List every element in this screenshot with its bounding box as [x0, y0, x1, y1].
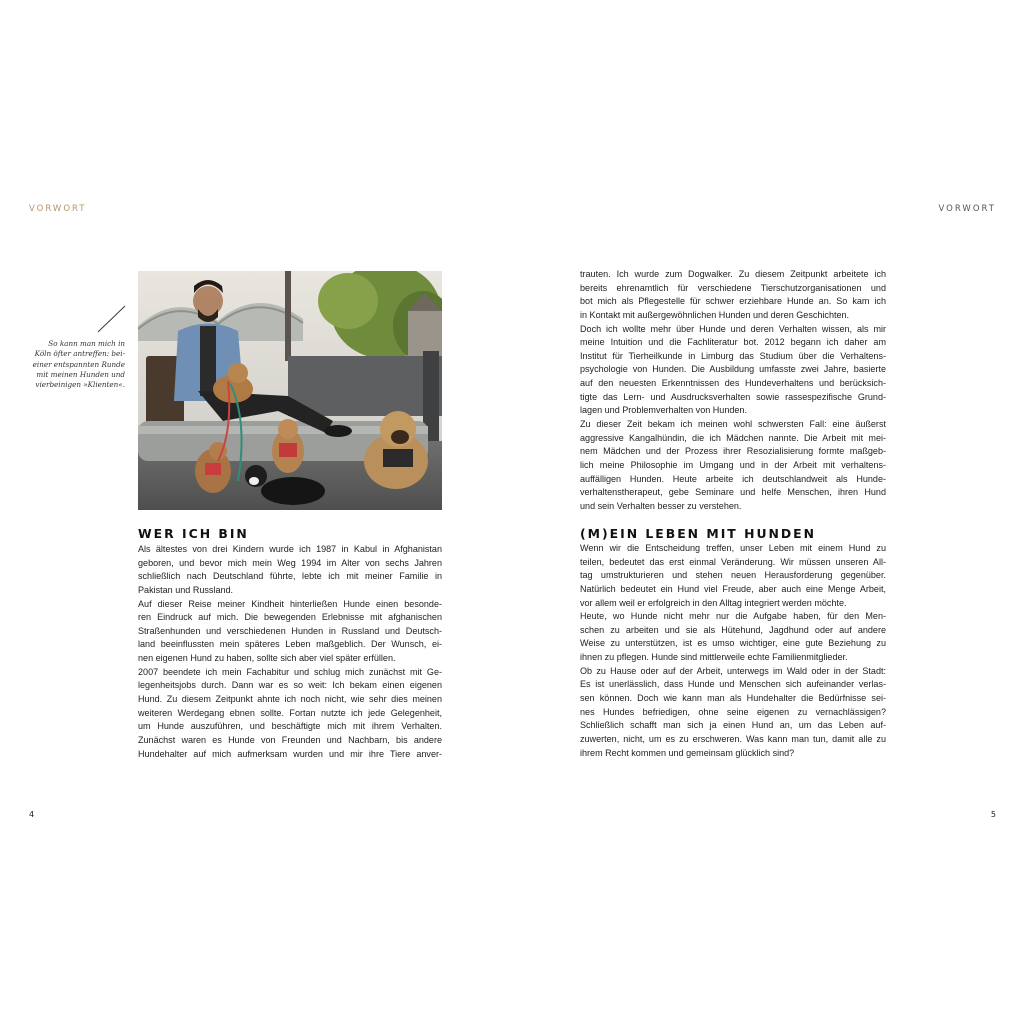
text-line: legenheitsjobs durch. Dann war es so weit: Ich bekam einen eigenen [138, 680, 442, 691]
text-line: Zunächst waren es Hunde von Freunden und Nachbarn, bis andere [138, 734, 442, 745]
text-line: auffälligen Hunden. Heute arbeite ich deutschlandweit als Hunde- [580, 473, 886, 484]
text-line: land beeinflussten mein späteres Leben maßgeblich. Der Wunsch, ei- [138, 639, 442, 650]
page-number-left: 4 [29, 810, 35, 819]
text-line: Heute, wo Hunde nicht mehr nur die Aufgabe haben, für den Men- [580, 611, 886, 622]
page-number-right: 5 [990, 810, 996, 819]
text-line: Es ist unerlässlich, dass Hunde und Menschen sich aufeinander verlas- [580, 679, 886, 690]
text-line: Wenn wir die Entscheidung treffen, unser Leben mit einem Hund zu [580, 543, 886, 553]
text-line: tag umstrukturieren und stehen neuen Herausforderung gegenüber. [580, 570, 886, 581]
section-heading-mein-leben-mit-hunden: (M)EIN LEBEN MIT HUNDEN [580, 526, 816, 541]
caption-line: mit meinen Hunden und [36, 369, 125, 379]
text-line: Natürlich bedeutet ein Hund viel Freude, aber auch eine Menge Arbeit, [580, 583, 886, 594]
section-heading-wer-ich-bin: WER ICH BIN [138, 526, 249, 541]
text-line: psychologie von Hunden. Die Ausbildung umfasste zwei Jahre, basierte [580, 364, 886, 375]
text-line: sen können. Doch wie kann man als Hundehalter die Bedürfnisse sei- [580, 693, 886, 704]
text-line: auf den neuesten Erkenntnissen des Hundeverhaltens und berücksich- [580, 378, 886, 389]
text-line: nem Mädchen und der Prozess ihrer Resozialisierung formte maßgeb- [580, 446, 886, 457]
text-line: bot mich als Pflegestelle für schwer erziehbare Hunde an. So kam ich [580, 296, 886, 307]
body-text-right-bottom [580, 542, 886, 760]
text-line: 2007 beendete ich mein Fachabitur und schlug mich zunächst mit Ge- [138, 666, 442, 677]
text-line: Institut für Tierheilkunde in Limburg das Studium über die Verhaltens- [580, 350, 886, 361]
caption-pointer-line [96, 305, 126, 333]
text-line: Als ältestes von drei Kindern wurde ich 1987 in Kabul in Afghanistan [138, 544, 442, 554]
text-line: Straßenhunden und verschiedenen Hunden in Russland und Deutsch- [138, 625, 442, 636]
text-line: zuwerten, nicht, um es zu erschweren. Was kann man tun, damit alle zu [580, 733, 886, 744]
caption-line: einer entspannten Runde [32, 359, 125, 369]
author-photo [138, 271, 442, 510]
text-line: ren Eindruck auf mich. Die bewegenden Erlebnisse mit afghanischen [138, 612, 442, 623]
text-line: Pakistan und Russland. [138, 584, 234, 595]
text-line: teilen, bedeutet das erst einmal Veränderung. Wir müssen unseren All- [580, 556, 886, 567]
text-line: ihrem Recht kommen und gemeinsam glücklich sind? [580, 747, 795, 758]
text-line: geboren, und bevor mich mein Weg 1994 im Alter von sechs Jahren [138, 557, 442, 568]
photo-caption [22, 339, 125, 390]
text-line: Hund. Zu diesem Zeitpunkt ahnte ich noch nicht, wie sehr dies meinen [138, 694, 442, 705]
text-line: Doch ich wollte mehr über Hunde und deren Verhalten wissen, als mir [580, 323, 886, 334]
text-line: aggressive Kangalhündin, die ich Mädchen nannte. Die Arbeit mit mei- [580, 432, 886, 443]
caption-line: Köln öfter antreffen: bei- [34, 349, 125, 359]
text-line: Ob zu Hause oder auf der Arbeit, unterwegs im Wald oder in der Stadt: [580, 665, 886, 676]
text-line: weiteren Werdegang ebnen sollte. Fortan nutzte ich jede Gelegenheit, [138, 707, 442, 718]
text-line: verhaltenstherapeut, gebe Seminare und helfe Menschen, ihren Hund [580, 487, 886, 498]
photo-illustration [138, 271, 442, 510]
text-line: Hundehalter auf mich aufmerksam wurden und mir ihre Tiere anver- [138, 748, 442, 759]
text-line: meine Intuition und die Fachliteratur bot. 2012 begann ich daher am [580, 337, 886, 348]
text-line: um Hunde auszuführen, und beschäftigte mich mit ihrem Verhalten. [138, 721, 442, 732]
text-line: tigte das Lern- und Ausdrucksverhalten sowie rassespezifische Grund- [580, 391, 886, 402]
running-header-right: VORWORT [938, 204, 996, 214]
running-header-left: VORWORT [29, 204, 87, 214]
caption-line: vierbeinigen »Klienten«. [35, 380, 125, 390]
text-line: in Kontakt mit außergewöhnlichen Hunden und deren Geschichten. [580, 309, 850, 320]
text-line: Schließlich schafft man sich ja einen Hund an, um das Leben auf- [580, 720, 886, 731]
text-line: lagen und Problemverhalten von Hunden. [580, 405, 747, 416]
text-line: trauten. Ich wurde zum Dogwalker. Zu diesem Zeitpunkt arbeitete ich [580, 269, 886, 279]
caption-line: So kann man mich in [48, 339, 125, 348]
text-line: Auf dieser Reise meiner Kindheit hinterließen Hunde einen besonde- [138, 598, 442, 609]
text-line: lich meine Philosophie im Umgang und in der Arbeit mit verhaltens- [580, 459, 886, 470]
text-line: schen zu arbeiten und sie als Hütehund, Jagdhund oder auf andere [580, 624, 886, 635]
text-line: nes Hundes befriedigen, ohne seine eigenen zu vernachlässigen? [580, 706, 886, 717]
body-text-right-top [580, 268, 886, 514]
text-line: Zu dieser Zeit bekam ich meinen wohl schwersten Fall: eine äußerst [580, 419, 886, 430]
text-line: ihnen zu pflegen. Hunde sind mittlerweile echte Familienmitglieder. [580, 652, 848, 663]
text-line: nen eigenen Hund zu haben, sollte sich aber viel später erfüllen. [138, 653, 396, 664]
text-line: schließlich nach Deutschland führte, lebte ich mit meiner Familie in [138, 571, 442, 582]
text-line: bereits ehrenamtlich für verschiedene Tierschutzorganisationen und [580, 282, 886, 293]
text-line: vor allem weil er erfolgreich in den Alltag integriert werden möchte. [580, 597, 847, 608]
text-line: und sein Verhalten besser zu verstehen. [580, 500, 742, 511]
text-line: Weise zu unterstützen, ist es umso wichtiger, eine gute Beziehung zu [580, 638, 886, 649]
body-text-left [138, 543, 442, 761]
